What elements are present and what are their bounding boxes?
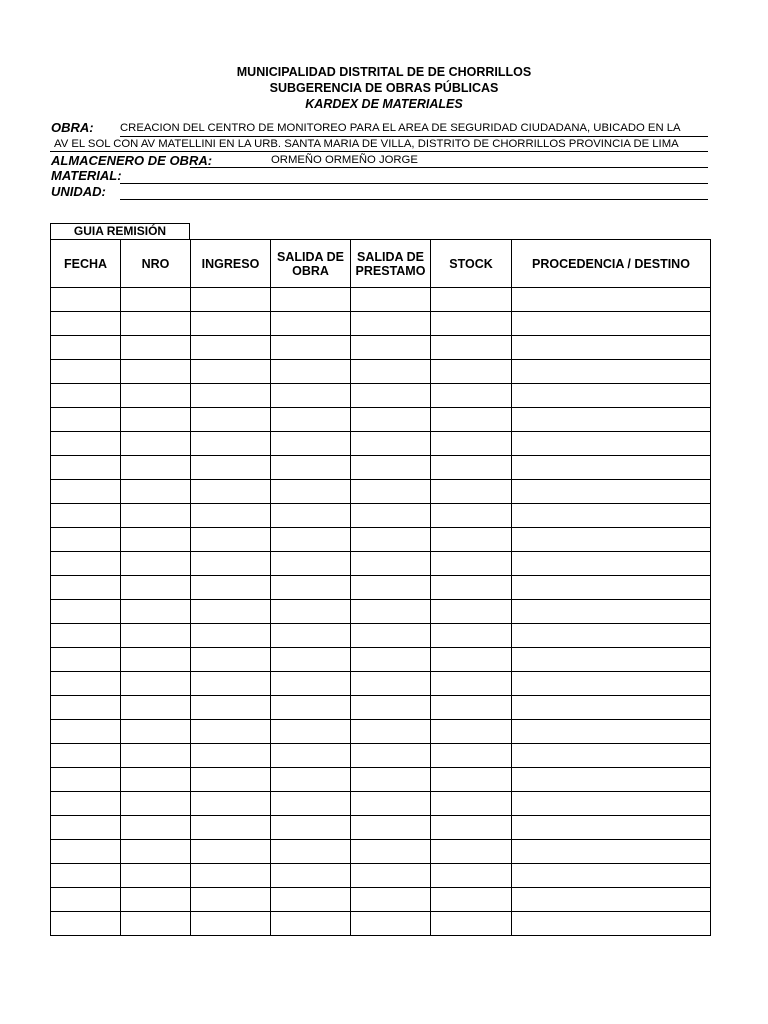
table-cell [271, 576, 351, 600]
table-cell [191, 696, 271, 720]
table-cell [431, 600, 512, 624]
table-cell [191, 672, 271, 696]
table-cell [271, 720, 351, 744]
table-row [51, 504, 711, 528]
table-cell [191, 336, 271, 360]
department-subtitle: SUBGERENCIA DE OBRAS PÚBLICAS [269, 81, 499, 95]
table-cell [121, 888, 191, 912]
column-header-ingreso: INGRESO [191, 240, 271, 288]
column-header-salida-obra: SALIDA DE OBRA [271, 240, 351, 288]
obra-value-line1: CREACION DEL CENTRO DE MONITOREO PARA EL AREA DE SEGURIDAD CIUDADANA, UBICADO EN LA [120, 122, 681, 134]
table-cell [51, 504, 121, 528]
table-cell [351, 648, 431, 672]
table-cell [351, 624, 431, 648]
table-cell [51, 672, 121, 696]
table-cell [431, 840, 512, 864]
table-row [51, 840, 711, 864]
table-cell [191, 912, 271, 936]
table-row [51, 384, 711, 408]
table-cell [431, 288, 512, 312]
table-row [51, 792, 711, 816]
table-cell [431, 624, 512, 648]
table-cell [351, 384, 431, 408]
table-cell [191, 360, 271, 384]
table-cell [512, 888, 711, 912]
table-cell [512, 336, 711, 360]
table-cell [512, 408, 711, 432]
table-cell [512, 384, 711, 408]
table-cell [121, 528, 191, 552]
table-cell [191, 840, 271, 864]
table-cell [121, 672, 191, 696]
table-cell [121, 600, 191, 624]
table-cell [512, 480, 711, 504]
table-cell [121, 648, 191, 672]
table-cell [51, 408, 121, 432]
table-cell [431, 312, 512, 336]
table-cell [351, 336, 431, 360]
column-header-salida-prestamo: SALIDA DE PRESTAMO [351, 240, 431, 288]
table-row [51, 816, 711, 840]
table-cell [51, 336, 121, 360]
table-cell [121, 432, 191, 456]
table-cell [512, 648, 711, 672]
material-label: MATERIAL: [51, 168, 122, 183]
table-cell [512, 672, 711, 696]
table-cell [191, 576, 271, 600]
table-cell [431, 792, 512, 816]
table-row [51, 456, 711, 480]
table-cell [191, 888, 271, 912]
column-header-stock: STOCK [431, 240, 512, 288]
table-cell [191, 528, 271, 552]
kardex-table [50, 239, 711, 936]
table-cell [431, 336, 512, 360]
table-cell [271, 744, 351, 768]
table-cell [51, 792, 121, 816]
table-row [51, 864, 711, 888]
table-cell [121, 480, 191, 504]
table-cell [431, 864, 512, 888]
table-cell [351, 816, 431, 840]
table-cell [51, 744, 121, 768]
table-cell [431, 528, 512, 552]
table-row [51, 624, 711, 648]
table-row [51, 600, 711, 624]
table-cell [121, 288, 191, 312]
table-cell [351, 672, 431, 696]
table-cell [51, 600, 121, 624]
table-cell [51, 432, 121, 456]
table-row [51, 336, 711, 360]
table-cell [431, 720, 512, 744]
table-row [51, 576, 711, 600]
table-cell [51, 888, 121, 912]
guia-remision-header: GUIA REMISIÓN [50, 223, 190, 239]
table-row [51, 360, 711, 384]
table-cell [351, 912, 431, 936]
table-cell [431, 480, 512, 504]
table-cell [512, 312, 711, 336]
obra-label: OBRA: [51, 120, 94, 135]
table-cell [121, 720, 191, 744]
table-row [51, 432, 711, 456]
table-cell [191, 408, 271, 432]
table-cell [51, 576, 121, 600]
column-header-procedencia-destino: PROCEDENCIA / DESTINO [512, 240, 711, 288]
table-cell [271, 312, 351, 336]
table-cell [191, 312, 271, 336]
table-cell [431, 504, 512, 528]
table-row [51, 480, 711, 504]
table-cell [351, 528, 431, 552]
table-cell [351, 720, 431, 744]
table-cell [351, 792, 431, 816]
table-cell [271, 384, 351, 408]
table-cell [431, 384, 512, 408]
table-cell [191, 552, 271, 576]
table-cell [431, 888, 512, 912]
table-cell [351, 552, 431, 576]
table-cell [51, 624, 121, 648]
table-cell [121, 864, 191, 888]
table-cell [121, 552, 191, 576]
table-cell [121, 336, 191, 360]
table-row [51, 288, 711, 312]
table-cell [431, 816, 512, 840]
table-cell [51, 648, 121, 672]
table-cell [512, 576, 711, 600]
table-cell [121, 384, 191, 408]
table-cell [191, 768, 271, 792]
table-cell [512, 768, 711, 792]
table-cell [51, 528, 121, 552]
table-cell [351, 600, 431, 624]
table-cell [512, 360, 711, 384]
almacenero-value: ORMEÑO ORMEÑO JORGE [271, 154, 418, 166]
table-cell [51, 288, 121, 312]
table-cell [351, 456, 431, 480]
table-cell [351, 888, 431, 912]
table-cell [191, 600, 271, 624]
table-cell [51, 864, 121, 888]
table-cell [351, 312, 431, 336]
table-cell [121, 360, 191, 384]
table-cell [512, 696, 711, 720]
table-cell [351, 480, 431, 504]
table-row [51, 312, 711, 336]
table-cell [271, 912, 351, 936]
table-cell [51, 384, 121, 408]
table-cell [51, 768, 121, 792]
table-cell [431, 576, 512, 600]
table-cell [51, 360, 121, 384]
table-cell [351, 864, 431, 888]
table-cell [351, 288, 431, 312]
table-cell [271, 552, 351, 576]
table-row [51, 408, 711, 432]
table-cell [431, 744, 512, 768]
table-row [51, 528, 711, 552]
table-cell [121, 768, 191, 792]
table-cell [351, 744, 431, 768]
table-cell [512, 552, 711, 576]
table-cell [191, 864, 271, 888]
table-cell [121, 504, 191, 528]
table-row [51, 768, 711, 792]
table-cell [431, 432, 512, 456]
table-cell [121, 744, 191, 768]
column-header-nro: NRO [121, 240, 191, 288]
unidad-underline [120, 199, 708, 200]
table-cell [431, 456, 512, 480]
table-cell [351, 360, 431, 384]
table-cell [191, 792, 271, 816]
table-cell [191, 480, 271, 504]
obra-underline-2 [50, 151, 708, 152]
material-underline [120, 183, 708, 184]
table-cell [121, 312, 191, 336]
table-cell [121, 576, 191, 600]
table-cell [431, 912, 512, 936]
table-cell [351, 576, 431, 600]
table-cell [51, 552, 121, 576]
table-cell [121, 912, 191, 936]
table-row [51, 720, 711, 744]
table-cell [512, 600, 711, 624]
table-cell [271, 528, 351, 552]
table-cell [271, 360, 351, 384]
table-cell [431, 696, 512, 720]
table-cell [191, 744, 271, 768]
table-cell [512, 864, 711, 888]
table-cell [271, 672, 351, 696]
table-cell [431, 408, 512, 432]
table-body [51, 288, 711, 936]
table-cell [271, 408, 351, 432]
table-cell [271, 864, 351, 888]
table-cell [191, 384, 271, 408]
table-row [51, 912, 711, 936]
form-title: KARDEX DE MATERIALES [305, 97, 463, 111]
table-row [51, 648, 711, 672]
table-cell [512, 792, 711, 816]
table-cell [271, 480, 351, 504]
table-cell [191, 816, 271, 840]
table-cell [512, 840, 711, 864]
table-cell [431, 360, 512, 384]
table-cell [431, 648, 512, 672]
table-row [51, 888, 711, 912]
table-cell [512, 816, 711, 840]
table-row [51, 552, 711, 576]
almacenero-underline [190, 167, 708, 168]
table-row [51, 672, 711, 696]
table-cell [271, 336, 351, 360]
table-cell [271, 840, 351, 864]
table-row [51, 696, 711, 720]
table-cell [351, 504, 431, 528]
table-cell [51, 312, 121, 336]
table-cell [351, 768, 431, 792]
table-header-row [51, 240, 711, 288]
almacenero-label: ALMACENERO DE OBRA: [51, 153, 213, 168]
table-cell [351, 696, 431, 720]
table-cell [512, 432, 711, 456]
table-cell [512, 720, 711, 744]
table-cell [512, 912, 711, 936]
unidad-label: UNIDAD: [51, 184, 106, 199]
table-cell [121, 408, 191, 432]
table-cell [121, 816, 191, 840]
table-cell [51, 480, 121, 504]
table-cell [512, 528, 711, 552]
table-cell [51, 456, 121, 480]
municipality-title: MUNICIPALIDAD DISTRITAL DE DE CHORRILLOS [236, 65, 532, 79]
table-cell [431, 552, 512, 576]
table-cell [121, 624, 191, 648]
table-cell [271, 792, 351, 816]
table-cell [51, 912, 121, 936]
table-cell [191, 288, 271, 312]
column-header-fecha: FECHA [51, 240, 121, 288]
table-cell [351, 432, 431, 456]
table-cell [351, 408, 431, 432]
table-cell [271, 696, 351, 720]
table-cell [121, 456, 191, 480]
obra-value-line2: AV EL SOL CON AV MATELLINI EN LA URB. SANTA MARIA DE VILLA, DISTRITO DE CHORRILLOS PROVINCIA DE LIMA [54, 138, 679, 150]
table-cell [351, 840, 431, 864]
table-cell [431, 768, 512, 792]
table-cell [271, 600, 351, 624]
table-cell [191, 720, 271, 744]
table-cell [271, 456, 351, 480]
table-cell [121, 840, 191, 864]
table-cell [121, 696, 191, 720]
table-row [51, 744, 711, 768]
table-cell [512, 504, 711, 528]
table-cell [512, 456, 711, 480]
table-cell [271, 816, 351, 840]
table-cell [512, 624, 711, 648]
table-cell [51, 696, 121, 720]
table-cell [191, 432, 271, 456]
table-cell [431, 672, 512, 696]
table-cell [271, 768, 351, 792]
table-cell [191, 504, 271, 528]
table-cell [121, 792, 191, 816]
table-cell [271, 288, 351, 312]
table-cell [271, 888, 351, 912]
table-cell [51, 816, 121, 840]
table-cell [191, 624, 271, 648]
table-cell [191, 648, 271, 672]
table-cell [512, 744, 711, 768]
table-cell [271, 504, 351, 528]
table-cell [512, 288, 711, 312]
table-cell [51, 720, 121, 744]
table-cell [51, 840, 121, 864]
table-cell [191, 456, 271, 480]
table-cell [271, 432, 351, 456]
table-cell [271, 648, 351, 672]
table-cell [271, 624, 351, 648]
